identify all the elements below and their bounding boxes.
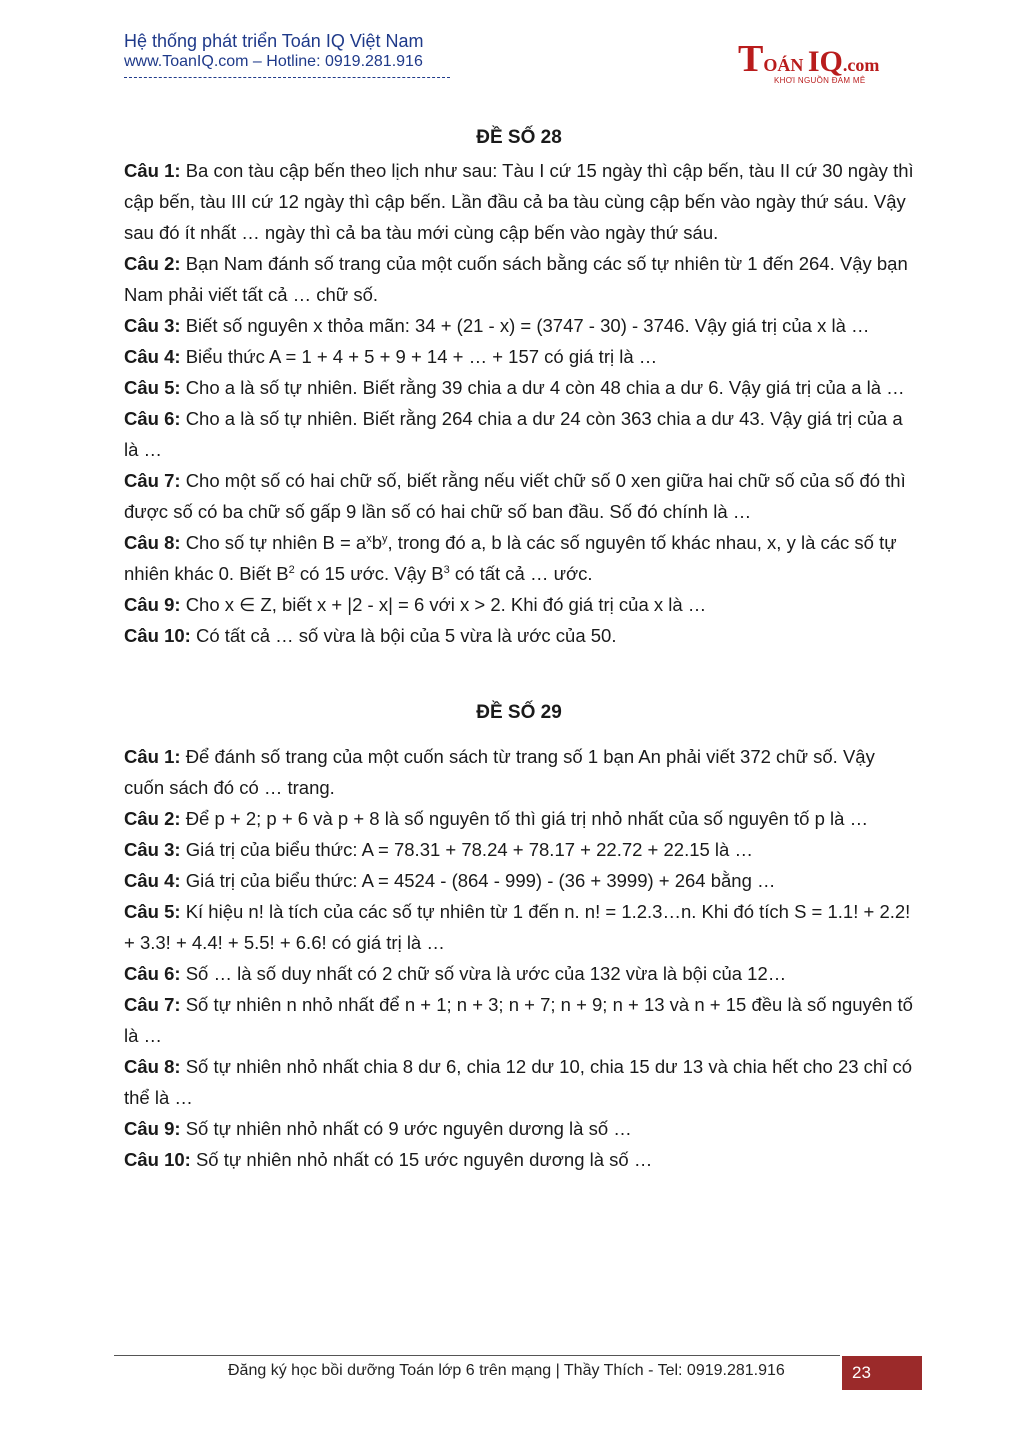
header-subtitle: www.ToanIQ.com – Hotline: 0919.281.916 bbox=[124, 53, 423, 70]
question-text: Số tự nhiên nhỏ nhất có 9 ước nguyên dương là số … bbox=[185, 1118, 632, 1139]
question-label: Câu 2: bbox=[124, 253, 181, 274]
question-29-10 bbox=[124, 1144, 914, 1175]
question-28-10 bbox=[124, 620, 914, 651]
question-text-part: b bbox=[371, 532, 383, 553]
question-29-4 bbox=[124, 865, 914, 896]
question-label: Câu 3: bbox=[124, 839, 181, 860]
question-28-7 bbox=[124, 465, 914, 527]
question-label: Câu 6: bbox=[124, 963, 181, 984]
question-label: Câu 7: bbox=[124, 470, 181, 491]
question-29-6 bbox=[124, 958, 914, 989]
question-text: Cho x ∈ Z, biết x + |2 - x| = 6 với x > 2. Khi đó giá trị của x là … bbox=[185, 594, 707, 615]
question-28-9 bbox=[124, 589, 914, 620]
exponent: 2 bbox=[288, 563, 295, 576]
question-label: Câu 2: bbox=[124, 808, 181, 829]
question-text: Số … là số duy nhất có 2 chữ số vừa là ước của 132 vừa là bội của 12… bbox=[185, 963, 787, 984]
exponent: y bbox=[382, 532, 388, 545]
exponent: 3 bbox=[443, 563, 450, 576]
question-text-part: có 15 ước. Vậy B bbox=[294, 563, 444, 584]
brand-logo bbox=[738, 38, 898, 88]
question-28-8 bbox=[124, 527, 914, 589]
question-text: Để p + 2; p + 6 và p + 8 là số nguyên tố thì giá trị nhỏ nhất của số nguyên tố p là … bbox=[185, 808, 869, 829]
logo-text: OÁN bbox=[763, 55, 808, 75]
header-divider bbox=[124, 77, 450, 78]
question-28-2 bbox=[124, 248, 914, 310]
question-28-6 bbox=[124, 403, 914, 465]
question-label: Câu 5: bbox=[124, 901, 181, 922]
question-text: Cho a là số tự nhiên. Biết rằng 264 chia a dư 24 còn 363 chia a dư 43. Vậy giá trị của a là … bbox=[124, 408, 903, 460]
logo-tagline: KHƠI NGUỒN ĐAM MÊ bbox=[774, 76, 866, 85]
question-text: Có tất cả … số vừa là bội của 5 vừa là ước của 50. bbox=[195, 625, 617, 646]
question-29-8 bbox=[124, 1051, 914, 1113]
question-28-3 bbox=[124, 310, 914, 341]
question-text-part: Cho số tự nhiên B = a bbox=[185, 532, 367, 553]
question-text: Số tự nhiên nhỏ nhất chia 8 dư 6, chia 12 dư 10, chia 15 dư 13 và chia hết cho 23 chỉ có thể là … bbox=[124, 1056, 912, 1108]
question-29-2 bbox=[124, 803, 914, 834]
question-label: Câu 9: bbox=[124, 594, 181, 615]
question-29-3 bbox=[124, 834, 914, 865]
question-label: Câu 10: bbox=[124, 625, 191, 646]
logo-iq: IQ bbox=[807, 45, 843, 78]
question-text: Ba con tàu cập bến theo lịch như sau: Tàu I cứ 15 ngày thì cập bến, tàu II cứ 30 ngày thì cập bến, tàu III cứ 12 ngày thì cập bến. Lần đầu cả ba tàu cùng cập bến vào ngày thứ sáu. Vậy sau đó ít nhất … ngày thì cả ba tàu mới cùng cập bến vào ngày thứ sáu. bbox=[124, 160, 914, 243]
page-number: 23 bbox=[842, 1356, 922, 1390]
question-text: Để đánh số trang của một cuốn sách từ trang số 1 bạn An phải viết 372 chữ số. Vậy cuốn sách đó có … trang. bbox=[124, 746, 875, 798]
question-text-part: , trong đó a, b là các số nguyên tố khác nhau, x, y là các số tự nhiên khác 0. Biết B bbox=[124, 532, 897, 584]
question-label: Câu 1: bbox=[124, 160, 181, 181]
question-text: Biết số nguyên x thỏa mãn: 34 + (21 - x) = (3747 - 30) - 3746. Vậy giá trị của x là … bbox=[185, 315, 870, 336]
document-body bbox=[124, 124, 914, 1175]
question-28-5 bbox=[124, 372, 914, 403]
question-label: Câu 4: bbox=[124, 870, 181, 891]
question-label: Câu 3: bbox=[124, 315, 181, 336]
logo-domain: .com bbox=[842, 55, 880, 75]
question-text: Kí hiệu n! là tích của các số tự nhiên từ 1 đến n. n! = 1.2.3…n. Khi đó tích S = 1.1! + 2.2! + 3.3! + 4.4! + 5.5! + 6.6! có giá trị là … bbox=[124, 901, 911, 953]
header bbox=[124, 30, 450, 78]
question-label: Câu 5: bbox=[124, 377, 181, 398]
question-text: Số tự nhiên n nhỏ nhất để n + 1; n + 3; n + 7; n + 9; n + 13 và n + 15 đều là số nguyên tố là … bbox=[124, 994, 913, 1046]
question-label: Câu 7: bbox=[124, 994, 181, 1015]
question-text: Biểu thức A = 1 + 4 + 5 + 9 + 14 + … + 157 có giá trị là … bbox=[185, 346, 658, 367]
question-label: Câu 8: bbox=[124, 1056, 181, 1077]
question-label: Câu 8: bbox=[124, 532, 181, 553]
question-text: Bạn Nam đánh số trang của một cuốn sách bằng các số tự nhiên từ 1 đến 264. Vậy bạn Nam phải viết tất cả … chữ số. bbox=[124, 253, 908, 305]
exponent: x bbox=[366, 532, 372, 545]
section-title-29: ĐỀ SỐ 29 bbox=[476, 702, 562, 723]
question-28-1 bbox=[124, 155, 914, 248]
footer-text: Đăng ký học bồi dưỡng Toán lớp 6 trên mạng | Thầy Thích - Tel: 0919.281.916 bbox=[228, 1362, 785, 1379]
question-29-9 bbox=[124, 1113, 914, 1144]
logo-letter: T bbox=[738, 38, 764, 80]
question-28-4 bbox=[124, 341, 914, 372]
footer-divider bbox=[114, 1355, 840, 1356]
question-text: Cho a là số tự nhiên. Biết rằng 39 chia a dư 4 còn 48 chia a dư 6. Vậy giá trị của a là … bbox=[185, 377, 905, 398]
question-label: Câu 9: bbox=[124, 1118, 181, 1139]
question-text-part: có tất cả … ước. bbox=[449, 563, 593, 584]
question-label: Câu 4: bbox=[124, 346, 181, 367]
question-text: Giá trị của biểu thức: A = 78.31 + 78.24 + 78.17 + 22.72 + 22.15 là … bbox=[185, 839, 753, 860]
question-text: Giá trị của biểu thức: A = 4524 - (864 - 999) - (36 + 3999) + 264 bằng … bbox=[185, 870, 776, 891]
question-label: Câu 10: bbox=[124, 1149, 191, 1170]
question-29-5 bbox=[124, 896, 914, 958]
question-text: Cho một số có hai chữ số, biết rằng nếu viết chữ số 0 xen giữa hai chữ số của số đó thì được số có ba chữ số gấp 9 lần số có hai chữ số ban đầu. Số đó chính là … bbox=[124, 470, 906, 522]
question-29-1 bbox=[124, 741, 914, 803]
question-29-7 bbox=[124, 989, 914, 1051]
question-text: Số tự nhiên nhỏ nhất có 15 ước nguyên dương là số … bbox=[195, 1149, 653, 1170]
question-label: Câu 6: bbox=[124, 408, 181, 429]
header-title: Hệ thống phát triển Toán IQ Việt Nam bbox=[124, 31, 424, 51]
question-label: Câu 1: bbox=[124, 746, 181, 767]
section-title-28: ĐỀ SỐ 28 bbox=[476, 127, 562, 148]
